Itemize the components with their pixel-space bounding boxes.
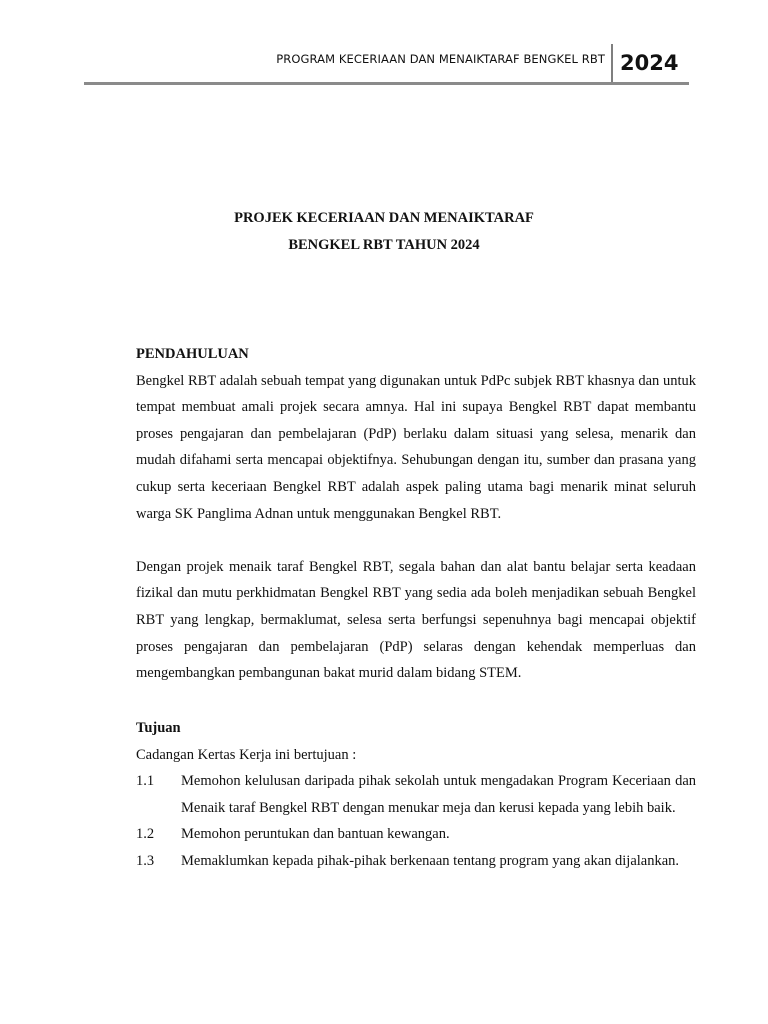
header-program-title: PROGRAM KECERIAAN DAN MENAIKTARAF BENGKEL RBT xyxy=(276,52,605,66)
pendahuluan-paragraph-1: Bengkel RBT adalah sebuah tempat yang digunakan untuk PdPc subjek RBT khasnya dan untuk tempat membuat amali projek secara amnya. Hal ini supaya Bengkel RBT dapat membantu proses pengajaran dan pembelajaran (PdP) berlaku dalam situasi yang selesa, menarik dan mudah difahami serta mencapai objektifnya. Sehubungan dengan itu, sumber dan prasana yang cukup serta keceriaan Bengkel RBT adalah aspek paling utama bagi menarik minat seluruh warga SK Panglima Adnan untuk menggunakan Bengkel RBT. xyxy=(136,372,696,522)
tujuan-list-item xyxy=(136,848,696,875)
header-divider xyxy=(611,44,613,84)
tujuan-intro: Cadangan Kertas Kerja ini bertujuan : xyxy=(136,746,357,763)
section-tujuan xyxy=(136,715,696,875)
list-item-text: Memaklumkan kepada pihak-pihak berkenaan tentang program yang akan dijalankan. xyxy=(181,852,680,869)
list-item-number: 1.1 xyxy=(136,773,155,790)
header-year: 2024 xyxy=(620,51,679,75)
section-pendahuluan xyxy=(136,341,696,687)
header-rule xyxy=(84,82,689,85)
page-header xyxy=(84,44,689,84)
list-item-number: 1.2 xyxy=(136,826,155,843)
document-title-line2: BENGKEL RBT TAHUN 2024 xyxy=(288,237,480,253)
tujuan-heading: Tujuan xyxy=(136,720,181,736)
list-item-text: Memohon kelulusan daripada pihak sekolah untuk mengadakan Program Keceriaan dan Menaik taraf Bengkel RBT dengan menukar meja dan kerusi kepada yang lebih baik. xyxy=(181,773,696,816)
tujuan-list-item xyxy=(136,821,696,848)
document-title-line1: PROJEK KECERIAAN DAN MENAIKTARAF xyxy=(234,210,534,226)
tujuan-list-item xyxy=(136,768,696,821)
list-item-number: 1.3 xyxy=(136,852,155,869)
pendahuluan-heading: PENDAHULUAN xyxy=(136,346,249,362)
list-item-text: Memohon peruntukan dan bantuan kewangan. xyxy=(181,826,450,843)
pendahuluan-paragraph-2: Dengan projek menaik taraf Bengkel RBT, segala bahan dan alat bantu belajar serta keadaan fizikal dan mutu perkhidmatan Bengkel RBT yang sedia ada boleh menjadikan sebuah Bengkel RBT yang lengkap, bermaklumat, selesa serta berfungsi sepenuhnya bagi mencapai objektif proses pengajaran dan pembelajaran (PdP) selaras dengan kehendak memperluas dan mengembangkan pembangunan bakat murid dalam bidang STEM. xyxy=(136,558,696,682)
